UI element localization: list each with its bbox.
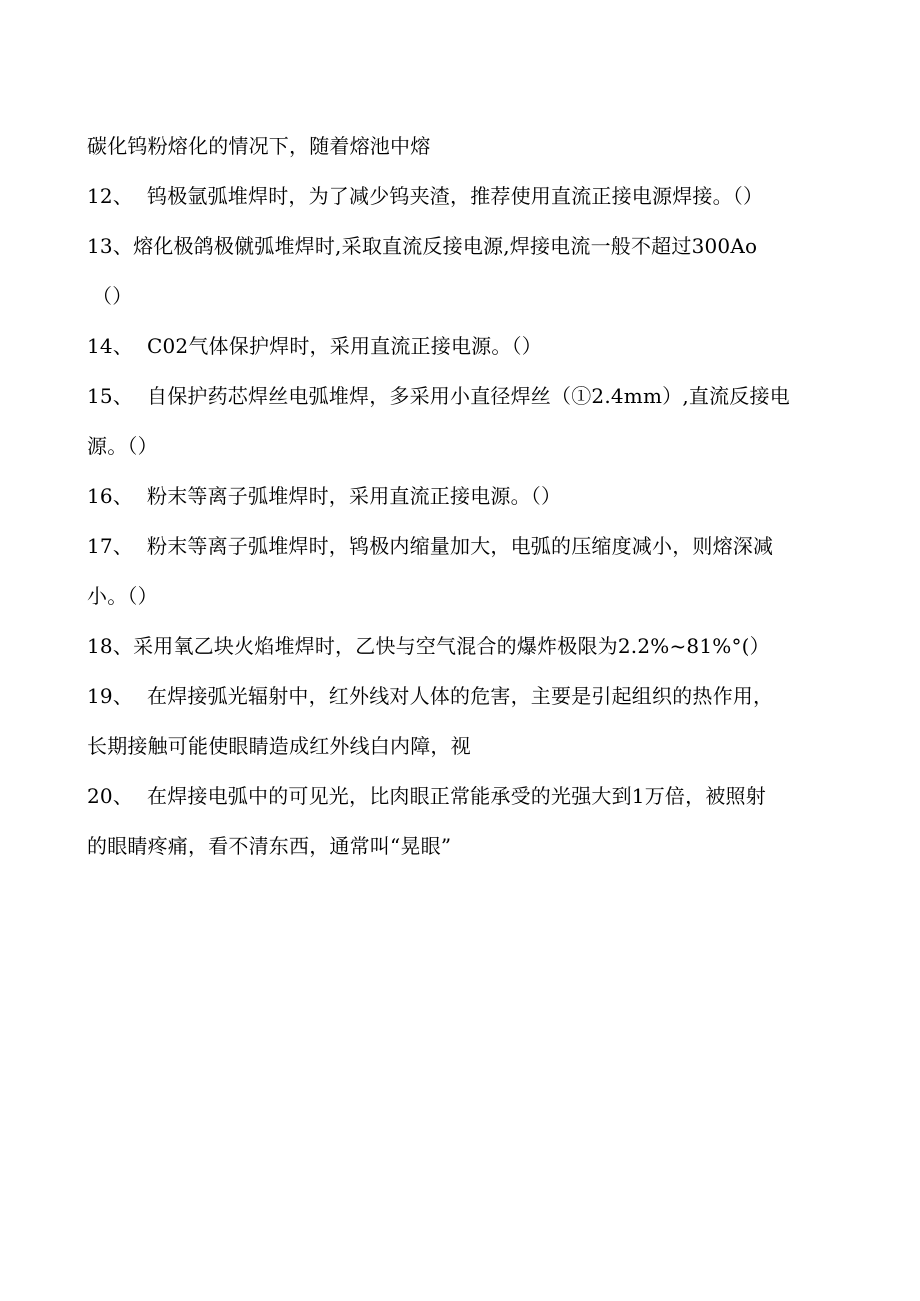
question-text: 自保护药芯焊丝电弧堆焊，多采用小直径焊丝（①2.4mm）,直流反接电 <box>147 384 790 408</box>
line-text: 的眼睛疼痛，看不清东西，通常叫“晃眼” <box>87 834 452 858</box>
question-text: 在焊接电弧中的可见光，比肉眼正常能承受的光强大到1万倍，被照射 <box>147 784 766 808</box>
question-number: 19、 <box>87 684 134 708</box>
question-number: 20、 <box>87 784 134 808</box>
question-12 <box>87 181 832 211</box>
question-20 <box>87 781 832 811</box>
text-line <box>87 731 832 761</box>
question-text: 粉末等离子弧堆焊时，鸨极内缩量加大，电弧的压缩度减小，则熔深减 <box>147 534 774 558</box>
text-line <box>87 431 832 461</box>
question-text: 采用氧乙块火焰堆焊时，乙快与空气混合的爆炸极限为2.2%~81%°(） <box>133 634 770 658</box>
line-text: 长期接触可能使眼睛造成红外线白内障，视 <box>87 734 471 758</box>
question-15 <box>87 381 832 411</box>
question-text: 熔化极鸽极僦弧堆焊时,采取直流反接电源,焊接电流一般不超过300Ao <box>133 234 758 258</box>
question-17 <box>87 531 832 561</box>
line-text: 小。（） <box>87 584 158 608</box>
question-13 <box>87 231 832 261</box>
question-text: 钨极氩弧堆焊时，为了减少钨夹渣，推荐使用直流正接电源焊接。（） <box>147 184 764 208</box>
question-text: 粉末等离子弧堆焊时，采用直流正接电源。（） <box>147 484 562 508</box>
text-line <box>87 581 832 611</box>
question-number: 14、 <box>87 334 134 358</box>
text-line <box>87 831 832 861</box>
question-number: 15、 <box>87 384 134 408</box>
question-text: C02气体保护焊时，采用直流正接电源。（） <box>147 334 542 358</box>
question-number: 16、 <box>87 484 134 508</box>
answer-brackets: （） <box>92 284 133 308</box>
question-number: 12、 <box>87 184 134 208</box>
question-number: 18、 <box>87 634 134 658</box>
line-text: 碳化钨粉熔化的情况下，随着熔池中熔 <box>87 134 431 158</box>
question-number: 17、 <box>87 534 134 558</box>
text-line <box>87 131 832 161</box>
question-text: 在焊接弧光辐射中，红外线对人体的危害，主要是引起组织的热作用， <box>147 684 774 708</box>
question-16 <box>87 481 832 511</box>
question-14 <box>87 331 832 361</box>
text-line <box>92 281 837 311</box>
question-number: 13、 <box>87 234 134 258</box>
question-18 <box>87 631 832 661</box>
question-19 <box>87 681 832 711</box>
line-text: 源。（） <box>87 434 158 458</box>
